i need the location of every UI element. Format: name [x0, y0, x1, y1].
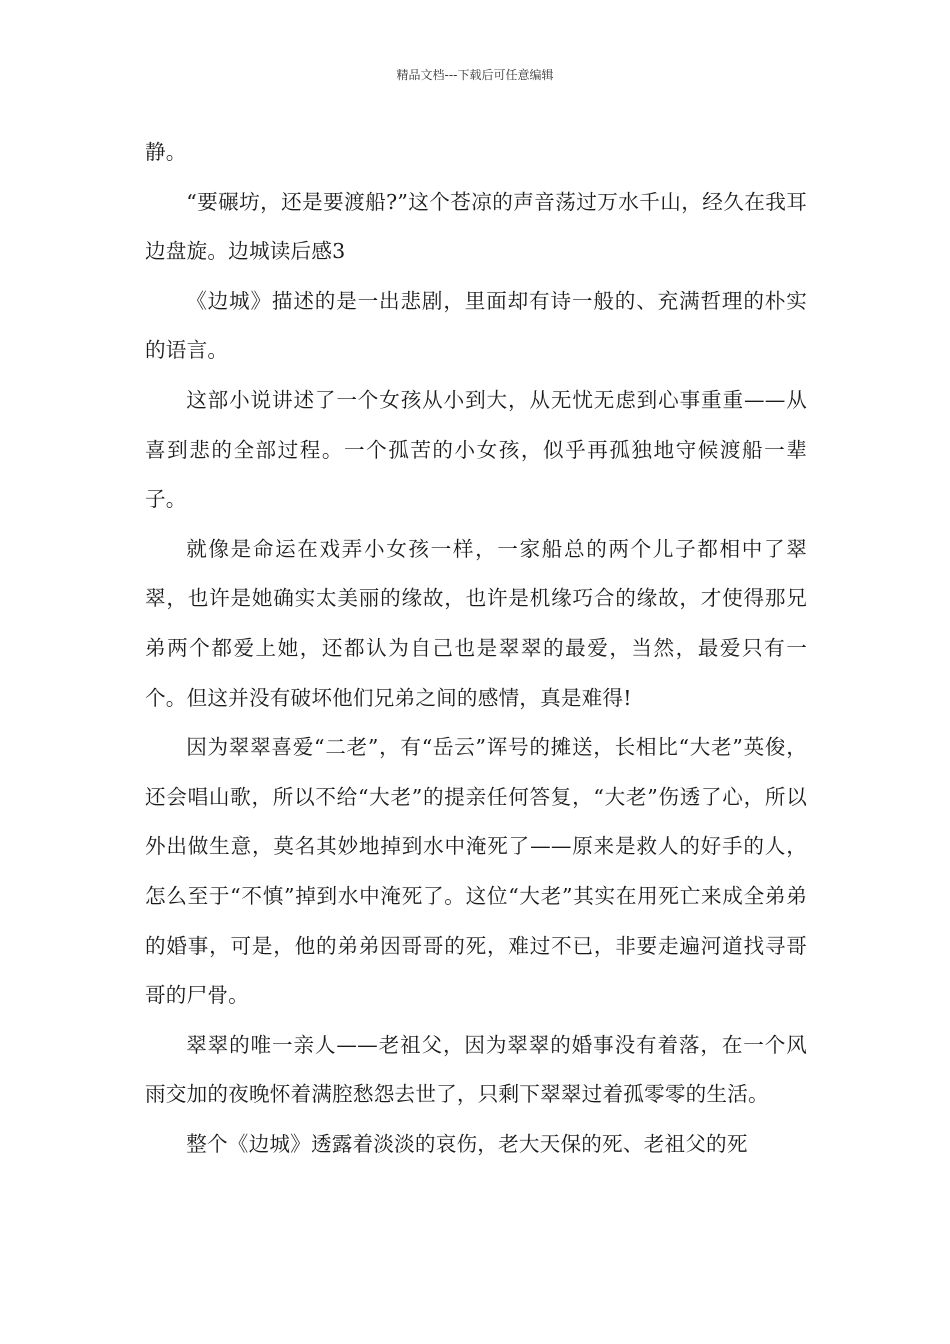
paragraph: 这部小说讲述了一个女孩从小到大，从无忧无虑到心事重重——从喜到悲的全部过程。一个孤苦的小女孩，似乎再孤独地守候渡船一辈子。 [145, 387, 807, 512]
paragraph: 翠翠的唯一亲人——老祖父，因为翠翠的婚事没有着落，在一个风雨交加的夜晚怀着满腔愁怨去世了，只剩下翠翠过着孤零零的生活。 [145, 1032, 807, 1107]
paragraph: 因为翠翠喜爱“二老”，有“岳云”诨号的摊送，长相比“大老”英俊，还会唱山歌，所以不给“大老”的提亲任何答复，“大老”伤透了心，所以外出做生意，莫名其妙地掉到水中淹死了——原来是救人的好手的人，怎么至于“不慎”掉到水中淹死了。这位“大老”其实在用死亡来成全弟弟的婚事，可是，他的弟弟因哥哥的死，难过不已，非要走遍河道找寻哥哥的尸骨。 [145, 735, 807, 1008]
paragraph: 就像是命运在戏弄小女孩一样，一家船总的两个儿子都相中了翠翠，也许是她确实太美丽的缘故，也许是机缘巧合的缘故，才使得那兄弟两个都爱上她，还都认为自己也是翠翠的最爱，当然，最爱只有一个。但这并没有破坏他们兄弟之间的感情，真是难得! [145, 536, 807, 710]
paragraph: 静。 [145, 140, 187, 164]
document-body [145, 128, 807, 1169]
paragraph: “要碾坊，还是要渡船?”这个苍凉的声音荡过万水千山，经久在我耳边盘旋。边城读后感3 [145, 189, 807, 264]
page-header: 精品文档---下载后可任意编辑 [396, 68, 554, 82]
paragraph: 整个《边城》透露着淡淡的哀伤，老大天保的死、老祖父的死 [186, 1131, 748, 1156]
paragraph: 《边城》描述的是一出悲剧，里面却有诗一般的、充满哲理的朴实的语言。 [145, 288, 807, 363]
